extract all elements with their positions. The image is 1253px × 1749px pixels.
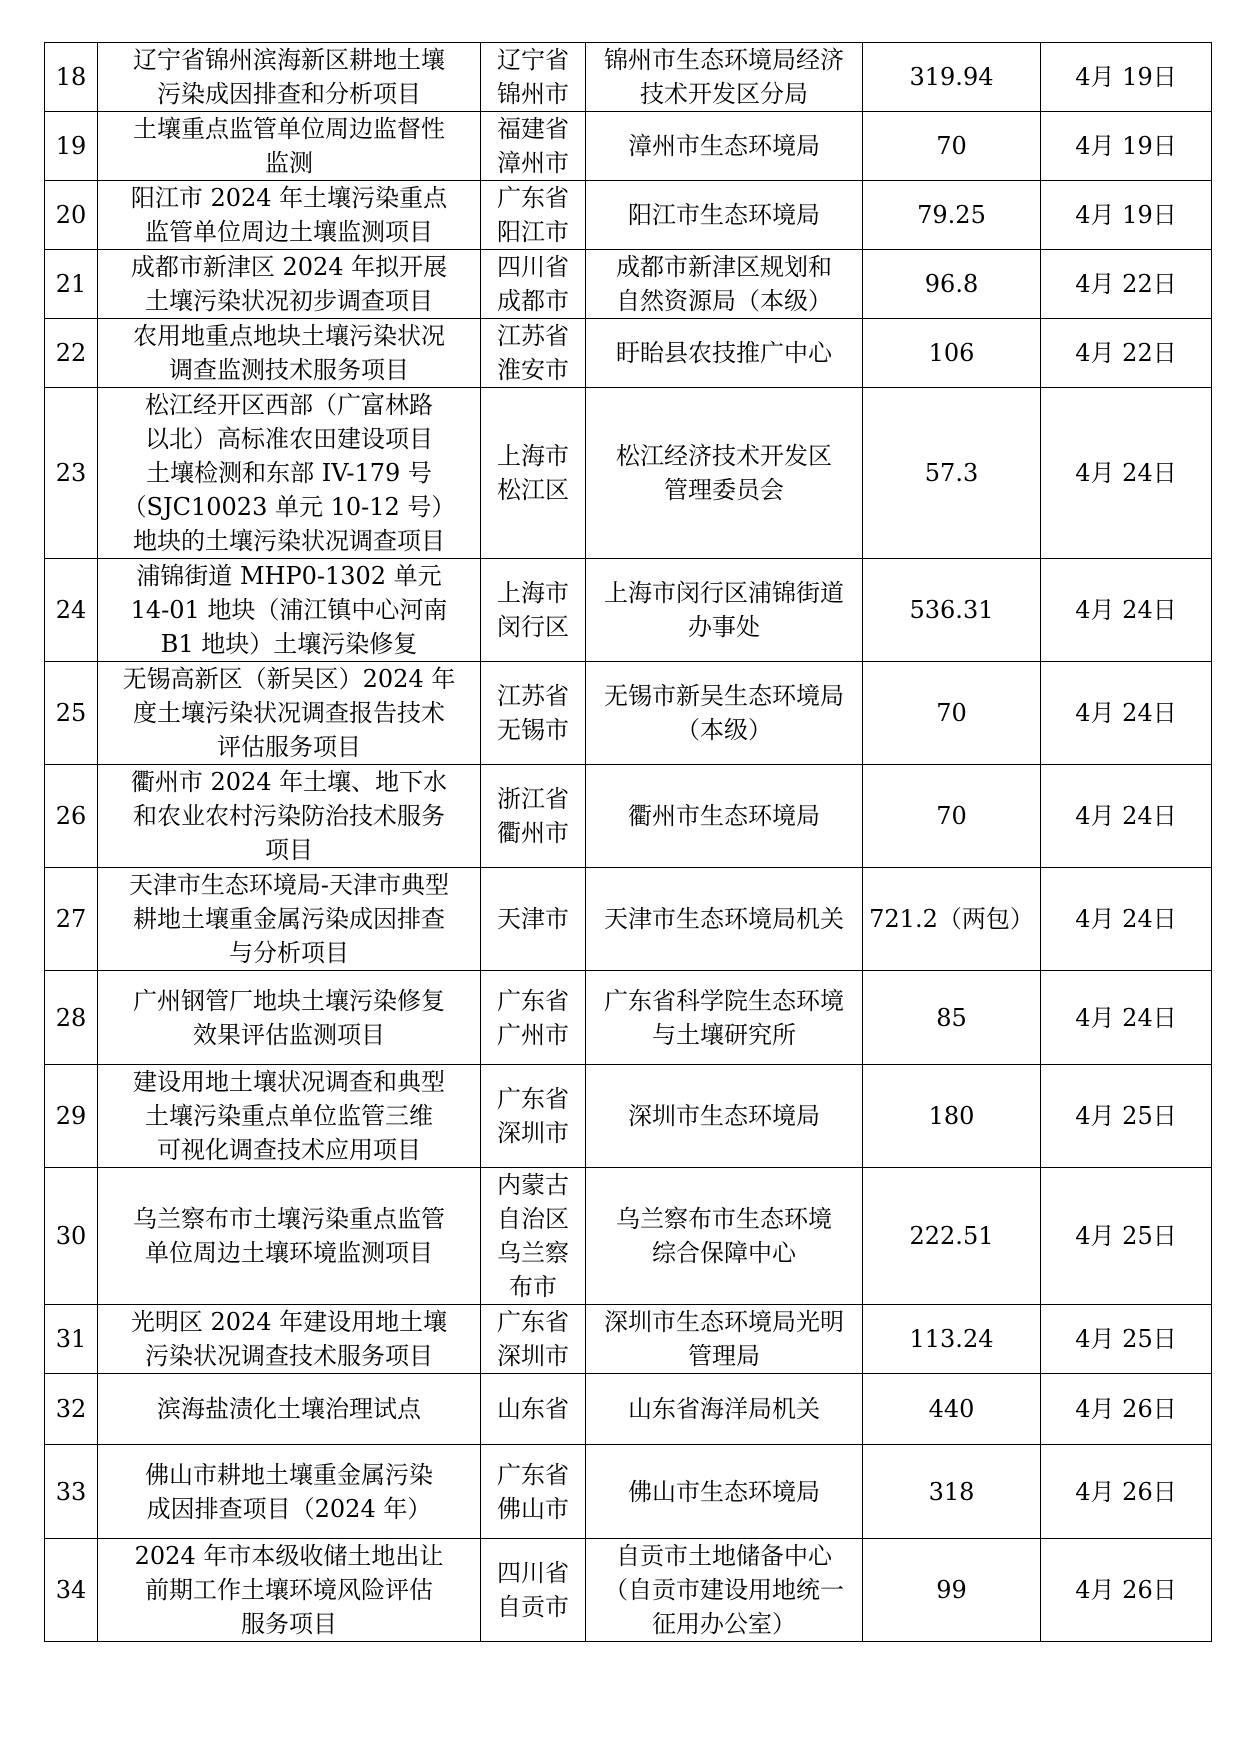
region-cell-text: 广东省 阳江市 [497, 184, 569, 246]
table-row [45, 1374, 1212, 1445]
project-name-cell-text: 2024 年市本级收储土地出让 前期工作土壤环境风险评估 服务项目 [134, 1542, 444, 1638]
amount-cell-text: 70 [936, 132, 967, 160]
project-name-cell-text: 土壤重点监管单位周边监督性 监测 [133, 115, 445, 177]
date-cell-text: 4月 19日 [1075, 132, 1177, 160]
amount-cell-text: 721.2（两包） [869, 905, 1034, 933]
project-name-cell-text: 成都市新津区 2024 年拟开展 土壤污染状况初步调查项目 [130, 253, 448, 315]
row-number-cell-text: 25 [55, 699, 87, 727]
purchaser-cell [586, 765, 863, 868]
date-cell [1041, 1539, 1212, 1642]
row-number-cell-text: 31 [55, 1325, 87, 1353]
project-name-cell-text: 广州钢管厂地块土壤污染修复 效果评估监测项目 [133, 986, 445, 1049]
region-cell [481, 1374, 586, 1445]
row-number-cell-text: 26 [55, 802, 87, 830]
amount-cell-text: 96.8 [924, 270, 979, 298]
date-cell-text: 4月 22日 [1075, 270, 1177, 298]
row-number-cell-text: 24 [55, 596, 87, 624]
row-number-cell [45, 1539, 98, 1642]
date-cell-text: 4月 19日 [1075, 201, 1177, 229]
row-number-cell [45, 765, 98, 868]
region-cell [481, 43, 586, 112]
purchaser-cell-text: 天津市生态环境局机关 [604, 905, 844, 933]
purchaser-cell [586, 250, 863, 319]
date-cell [1041, 662, 1212, 765]
region-cell [481, 388, 586, 559]
row-number-cell [45, 1445, 98, 1539]
amount-cell-text: 318 [928, 1477, 975, 1506]
date-cell-text: 4月 25日 [1075, 1325, 1177, 1353]
project-name-cell-text: 建设用地土壤状况调查和典型 土壤污染重点单位监管三维 可视化调查技术应用项目 [133, 1068, 445, 1164]
project-name-cell [98, 181, 481, 250]
amount-cell [863, 971, 1041, 1065]
region-cell [481, 971, 586, 1065]
region-cell-text: 广东省 广州市 [497, 986, 569, 1049]
purchaser-cell-text: 衢州市生态环境局 [628, 802, 820, 830]
table-row [45, 1539, 1212, 1642]
purchaser-cell-text: 阳江市生态环境局 [628, 201, 820, 229]
purchaser-cell-text: 无锡市新吴生态环境局 （本级） [604, 682, 844, 744]
region-cell-text: 四川省 自贡市 [497, 1559, 569, 1621]
row-number-cell [45, 1168, 98, 1305]
date-cell [1041, 250, 1212, 319]
region-cell-text: 江苏省 淮安市 [497, 322, 569, 384]
row-number-cell [45, 662, 98, 765]
region-cell [481, 112, 586, 181]
row-number-cell-text: 33 [55, 1477, 87, 1506]
project-name-cell [98, 112, 481, 181]
row-number-cell [45, 1305, 98, 1374]
purchaser-cell-text: 山东省海洋局机关 [628, 1395, 820, 1423]
project-name-cell [98, 971, 481, 1065]
table-row [45, 388, 1212, 559]
row-number-cell [45, 43, 98, 112]
amount-cell-text: 99 [936, 1576, 967, 1604]
region-cell-text: 上海市 松江区 [497, 442, 569, 504]
project-name-cell-text: 光明区 2024 年建设用地土壤 污染状况调查技术服务项目 [130, 1308, 448, 1370]
amount-cell [863, 388, 1041, 559]
row-number-cell [45, 1065, 98, 1168]
amount-cell-text: 106 [928, 339, 975, 367]
date-cell [1041, 765, 1212, 868]
project-name-cell-text: 衢州市 2024 年土壤、地下水 和农业农村污染防治技术服务 项目 [130, 768, 448, 864]
date-cell [1041, 1065, 1212, 1168]
region-cell-text: 天津市 [497, 905, 569, 933]
purchaser-cell [586, 868, 863, 971]
project-name-cell [98, 388, 481, 559]
amount-cell-text: 319.94 [909, 63, 994, 91]
amount-cell-text: 180 [928, 1102, 975, 1130]
purchaser-cell-text: 成都市新津区规划和 自然资源局（本级） [616, 253, 832, 315]
purchaser-cell [586, 1374, 863, 1445]
procurement-table [44, 42, 1212, 1642]
region-cell-text: 四川省 成都市 [497, 253, 569, 315]
region-cell-text: 广东省 深圳市 [497, 1085, 569, 1147]
region-cell-text: 上海市 闵行区 [497, 579, 569, 641]
table-row [45, 971, 1212, 1065]
row-number-cell-text: 19 [55, 132, 87, 160]
amount-cell [863, 1065, 1041, 1168]
row-number-cell-text: 18 [55, 63, 87, 91]
purchaser-cell [586, 112, 863, 181]
project-name-cell-text: 农用地重点地块土壤污染状况 调查监测技术服务项目 [133, 322, 445, 384]
amount-cell-text: 79.25 [917, 201, 986, 229]
table-row [45, 319, 1212, 388]
row-number-cell-text: 28 [55, 1003, 87, 1032]
region-cell [481, 1065, 586, 1168]
project-name-cell [98, 868, 481, 971]
date-cell [1041, 868, 1212, 971]
region-cell [481, 559, 586, 662]
region-cell-text: 江苏省 无锡市 [497, 682, 569, 744]
purchaser-cell-text: 锦州市生态环境局经济 技术开发区分局 [604, 46, 844, 108]
row-number-cell-text: 29 [55, 1102, 87, 1130]
amount-cell [863, 250, 1041, 319]
date-cell-text: 4月 24日 [1075, 699, 1177, 727]
amount-cell [863, 319, 1041, 388]
project-name-cell-text: 佛山市耕地土壤重金属污染 成因排查项目（2024 年） [145, 1460, 433, 1523]
row-number-cell-text: 34 [55, 1576, 87, 1604]
amount-cell [863, 43, 1041, 112]
date-cell [1041, 1305, 1212, 1374]
date-cell-text: 4月 24日 [1075, 459, 1177, 487]
project-name-cell-text: 阳江市 2024 年土壤污染重点 监管单位周边土壤监测项目 [130, 184, 448, 246]
row-number-cell [45, 181, 98, 250]
amount-cell-text: 70 [936, 699, 967, 727]
purchaser-cell [586, 388, 863, 559]
amount-cell [863, 1374, 1041, 1445]
amount-cell [863, 662, 1041, 765]
amount-cell-text: 70 [936, 802, 967, 830]
row-number-cell [45, 112, 98, 181]
date-cell-text: 4月 19日 [1075, 63, 1177, 91]
row-number-cell [45, 559, 98, 662]
date-cell [1041, 559, 1212, 662]
date-cell-text: 4月 25日 [1075, 1102, 1177, 1130]
purchaser-cell [586, 662, 863, 765]
amount-cell [863, 1539, 1041, 1642]
purchaser-cell [586, 319, 863, 388]
date-cell-text: 4月 24日 [1075, 596, 1177, 624]
project-name-cell [98, 662, 481, 765]
table-row [45, 1305, 1212, 1374]
purchaser-cell-text: 深圳市生态环境局 [628, 1102, 820, 1130]
row-number-cell-text: 22 [55, 339, 87, 367]
amount-cell [863, 181, 1041, 250]
region-cell-text: 浙江省 衢州市 [497, 785, 569, 847]
date-cell-text: 4月 24日 [1075, 1003, 1177, 1032]
table-row [45, 1065, 1212, 1168]
purchaser-cell-text: 松江经济技术开发区 管理委员会 [616, 442, 832, 504]
table-row [45, 250, 1212, 319]
table-row [45, 868, 1212, 971]
row-number-cell [45, 971, 98, 1065]
date-cell [1041, 388, 1212, 559]
region-cell-text: 广东省 深圳市 [497, 1308, 569, 1370]
date-cell-text: 4月 26日 [1075, 1576, 1177, 1604]
date-cell [1041, 319, 1212, 388]
region-cell-text: 辽宁省 锦州市 [497, 46, 569, 108]
date-cell [1041, 43, 1212, 112]
row-number-cell-text: 32 [55, 1395, 87, 1423]
amount-cell-text: 85 [936, 1003, 967, 1032]
row-number-cell-text: 21 [55, 270, 87, 298]
date-cell [1041, 1168, 1212, 1305]
project-name-cell-text: 滨海盐渍化土壤治理试点 [157, 1395, 421, 1423]
table-row [45, 662, 1212, 765]
row-number-cell [45, 868, 98, 971]
region-cell-text: 山东省 [497, 1395, 569, 1423]
table-row [45, 1445, 1212, 1539]
amount-cell [863, 112, 1041, 181]
purchaser-cell-text: 广东省科学院生态环境 与土壤研究所 [604, 986, 844, 1049]
purchaser-cell [586, 1539, 863, 1642]
project-name-cell [98, 319, 481, 388]
date-cell-text: 4月 25日 [1075, 1222, 1177, 1250]
table-body [45, 43, 1212, 1642]
table-row [45, 181, 1212, 250]
table-row [45, 43, 1212, 112]
amount-cell-text: 113.24 [909, 1325, 994, 1353]
project-name-cell-text: 无锡高新区（新吴区）2024 年 度土壤污染状况调查报告技术 评估服务项目 [122, 665, 456, 761]
region-cell [481, 319, 586, 388]
project-name-cell-text: 浦锦街道 MHP0-1302 单元 14-01 地块（浦江镇中心河南 B1 地块）土壤污染修复 [130, 562, 448, 658]
date-cell [1041, 1374, 1212, 1445]
purchaser-cell [586, 43, 863, 112]
region-cell [481, 1168, 586, 1305]
amount-cell-text: 536.31 [909, 596, 994, 624]
date-cell [1041, 971, 1212, 1065]
region-cell-text: 福建省 漳州市 [497, 115, 569, 177]
project-name-cell [98, 1445, 481, 1539]
region-cell [481, 765, 586, 868]
project-name-cell [98, 1305, 481, 1374]
project-name-cell-text: 松江经开区西部（广富林路 以北）高标准农田建设项目 土壤检测和东部 IV-179 号 （SJC10023 单元 10-12 号） 地块的土壤污染状况调查项目 [122, 391, 456, 555]
purchaser-cell-text: 乌兰察布市生态环境 综合保障中心 [616, 1205, 832, 1267]
row-number-cell-text: 20 [55, 201, 87, 229]
date-cell [1041, 112, 1212, 181]
table-row [45, 112, 1212, 181]
amount-cell [863, 868, 1041, 971]
date-cell-text: 4月 26日 [1075, 1477, 1177, 1506]
region-cell [481, 181, 586, 250]
row-number-cell [45, 250, 98, 319]
purchaser-cell [586, 559, 863, 662]
region-cell [481, 1305, 586, 1374]
project-name-cell [98, 1168, 481, 1305]
project-name-cell [98, 1539, 481, 1642]
purchaser-cell [586, 1445, 863, 1539]
amount-cell [863, 765, 1041, 868]
amount-cell [863, 559, 1041, 662]
purchaser-cell [586, 1065, 863, 1168]
amount-cell-text: 57.3 [924, 459, 979, 487]
region-cell [481, 1539, 586, 1642]
table-row [45, 765, 1212, 868]
amount-cell [863, 1305, 1041, 1374]
row-number-cell [45, 1374, 98, 1445]
date-cell-text: 4月 26日 [1075, 1395, 1177, 1423]
purchaser-cell [586, 971, 863, 1065]
project-name-cell [98, 765, 481, 868]
project-name-cell [98, 250, 481, 319]
project-name-cell-text: 辽宁省锦州滨海新区耕地土壤 污染成因排查和分析项目 [133, 46, 445, 108]
row-number-cell-text: 27 [55, 905, 87, 933]
date-cell-text: 4月 24日 [1075, 905, 1177, 933]
purchaser-cell-text: 佛山市生态环境局 [628, 1477, 820, 1506]
amount-cell [863, 1168, 1041, 1305]
purchaser-cell-text: 上海市闵行区浦锦街道 办事处 [604, 579, 844, 641]
purchaser-cell-text: 自贡市土地储备中心 （自贡市建设用地统一 征用办公室） [604, 1542, 844, 1638]
region-cell [481, 868, 586, 971]
purchaser-cell-text: 盱眙县农技推广中心 [616, 339, 832, 367]
project-name-cell [98, 1065, 481, 1168]
purchaser-cell-text: 深圳市生态环境局光明 管理局 [604, 1308, 844, 1370]
table-row [45, 1168, 1212, 1305]
row-number-cell [45, 319, 98, 388]
purchaser-cell [586, 181, 863, 250]
project-name-cell [98, 559, 481, 662]
row-number-cell [45, 388, 98, 559]
project-name-cell [98, 43, 481, 112]
region-cell-text: 广东省 佛山市 [497, 1460, 569, 1523]
row-number-cell-text: 30 [55, 1222, 87, 1250]
table-row [45, 559, 1212, 662]
date-cell-text: 4月 24日 [1075, 802, 1177, 830]
purchaser-cell [586, 1168, 863, 1305]
row-number-cell-text: 23 [55, 459, 87, 487]
region-cell-text: 内蒙古 自治区 乌兰察 布市 [497, 1171, 569, 1301]
project-name-cell [98, 1374, 481, 1445]
project-name-cell-text: 乌兰察布市土壤污染重点监管 单位周边土壤环境监测项目 [133, 1205, 445, 1267]
date-cell [1041, 1445, 1212, 1539]
date-cell-text: 4月 22日 [1075, 339, 1177, 367]
amount-cell [863, 1445, 1041, 1539]
purchaser-cell-text: 漳州市生态环境局 [628, 132, 820, 160]
amount-cell-text: 222.51 [909, 1222, 994, 1250]
project-name-cell-text: 天津市生态环境局-天津市典型 耕地土壤重金属污染成因排查 与分析项目 [128, 871, 450, 967]
amount-cell-text: 440 [928, 1395, 975, 1423]
region-cell [481, 250, 586, 319]
region-cell [481, 1445, 586, 1539]
date-cell [1041, 181, 1212, 250]
region-cell [481, 662, 586, 765]
purchaser-cell [586, 1305, 863, 1374]
